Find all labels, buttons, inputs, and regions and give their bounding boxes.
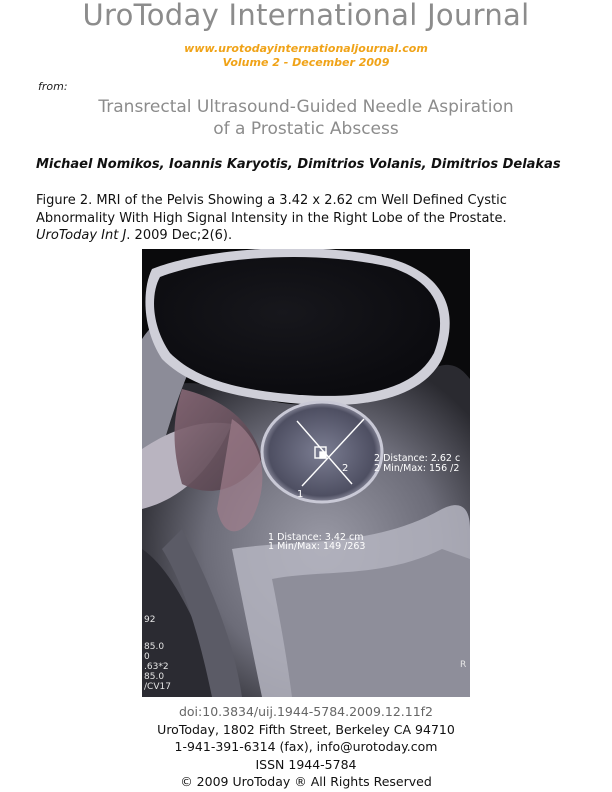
journal-title: UroToday International Journal [82, 0, 530, 32]
caption-line-2: Abnormality With High Signal Intensity in the Right Lobe of the Prostate. [36, 210, 507, 226]
footer [0, 703, 612, 791]
measure-2-minmax: 2 Min/Max: 156 /2 [374, 463, 460, 474]
measure-1-distance: 1 Distance: 3.42 cm [268, 532, 364, 543]
overlay-r: R [460, 660, 467, 670]
citation-rest: . 2009 Dec;2(6). [126, 228, 233, 243]
overlay-92: 92 [144, 615, 156, 625]
measure-label-1: 1 [297, 489, 304, 500]
article-title-line-2: of a Prostatic Abscess [213, 119, 399, 139]
measure-2-distance: 2 Distance: 2.62 c [374, 453, 461, 464]
figure-caption [36, 192, 596, 245]
overlay-cv: /CV17 [144, 682, 171, 692]
caption-citation [36, 227, 596, 245]
footer-copyright: © 2009 UroToday ® All Rights Reserved [180, 774, 432, 789]
overlay-850b: 85.0 [144, 672, 165, 682]
citation-journal: UroToday Int J [36, 228, 127, 243]
mri-figure [142, 249, 470, 697]
overlay-63: .63*2 [144, 662, 169, 672]
caption-line-1: Figure 2. MRI of the Pelvis Showing a 3.42 x 2.62 cm Well Defined Cystic [36, 193, 507, 208]
overlay-850a: 85.0 [144, 642, 165, 652]
mri-image [142, 249, 470, 697]
journal-url[interactable]: www.urotodayinternationaljournal.com [184, 42, 428, 55]
footer-phone: 1-941-391-6314 (fax), info@urotoday.com [174, 739, 438, 754]
footer-issn: ISSN 1944-5784 [255, 756, 357, 772]
measure-1-minmax: 1 Min/Max: 149 /263 [268, 541, 366, 552]
authors: Michael Nomikos, Ioannis Karyotis, Dimitrios Volanis, Dimitrios Delakas [36, 157, 561, 172]
article-title-line-1: Transrectal Ultrasound-Guided Needle Aspiration [98, 97, 514, 117]
article-title [0, 96, 612, 140]
from-label: from: [38, 80, 68, 93]
footer-doi[interactable]: doi:10.3834/uij.1944-5784.2009.12.11f2 [178, 704, 434, 719]
journal-volume: Volume 2 - December 2009 [222, 56, 390, 69]
overlay-0: 0 [144, 652, 150, 662]
footer-address: UroToday, 1802 Fifth Street, Berkeley CA 94710 [157, 721, 455, 737]
measure-label-2: 2 [342, 463, 349, 474]
